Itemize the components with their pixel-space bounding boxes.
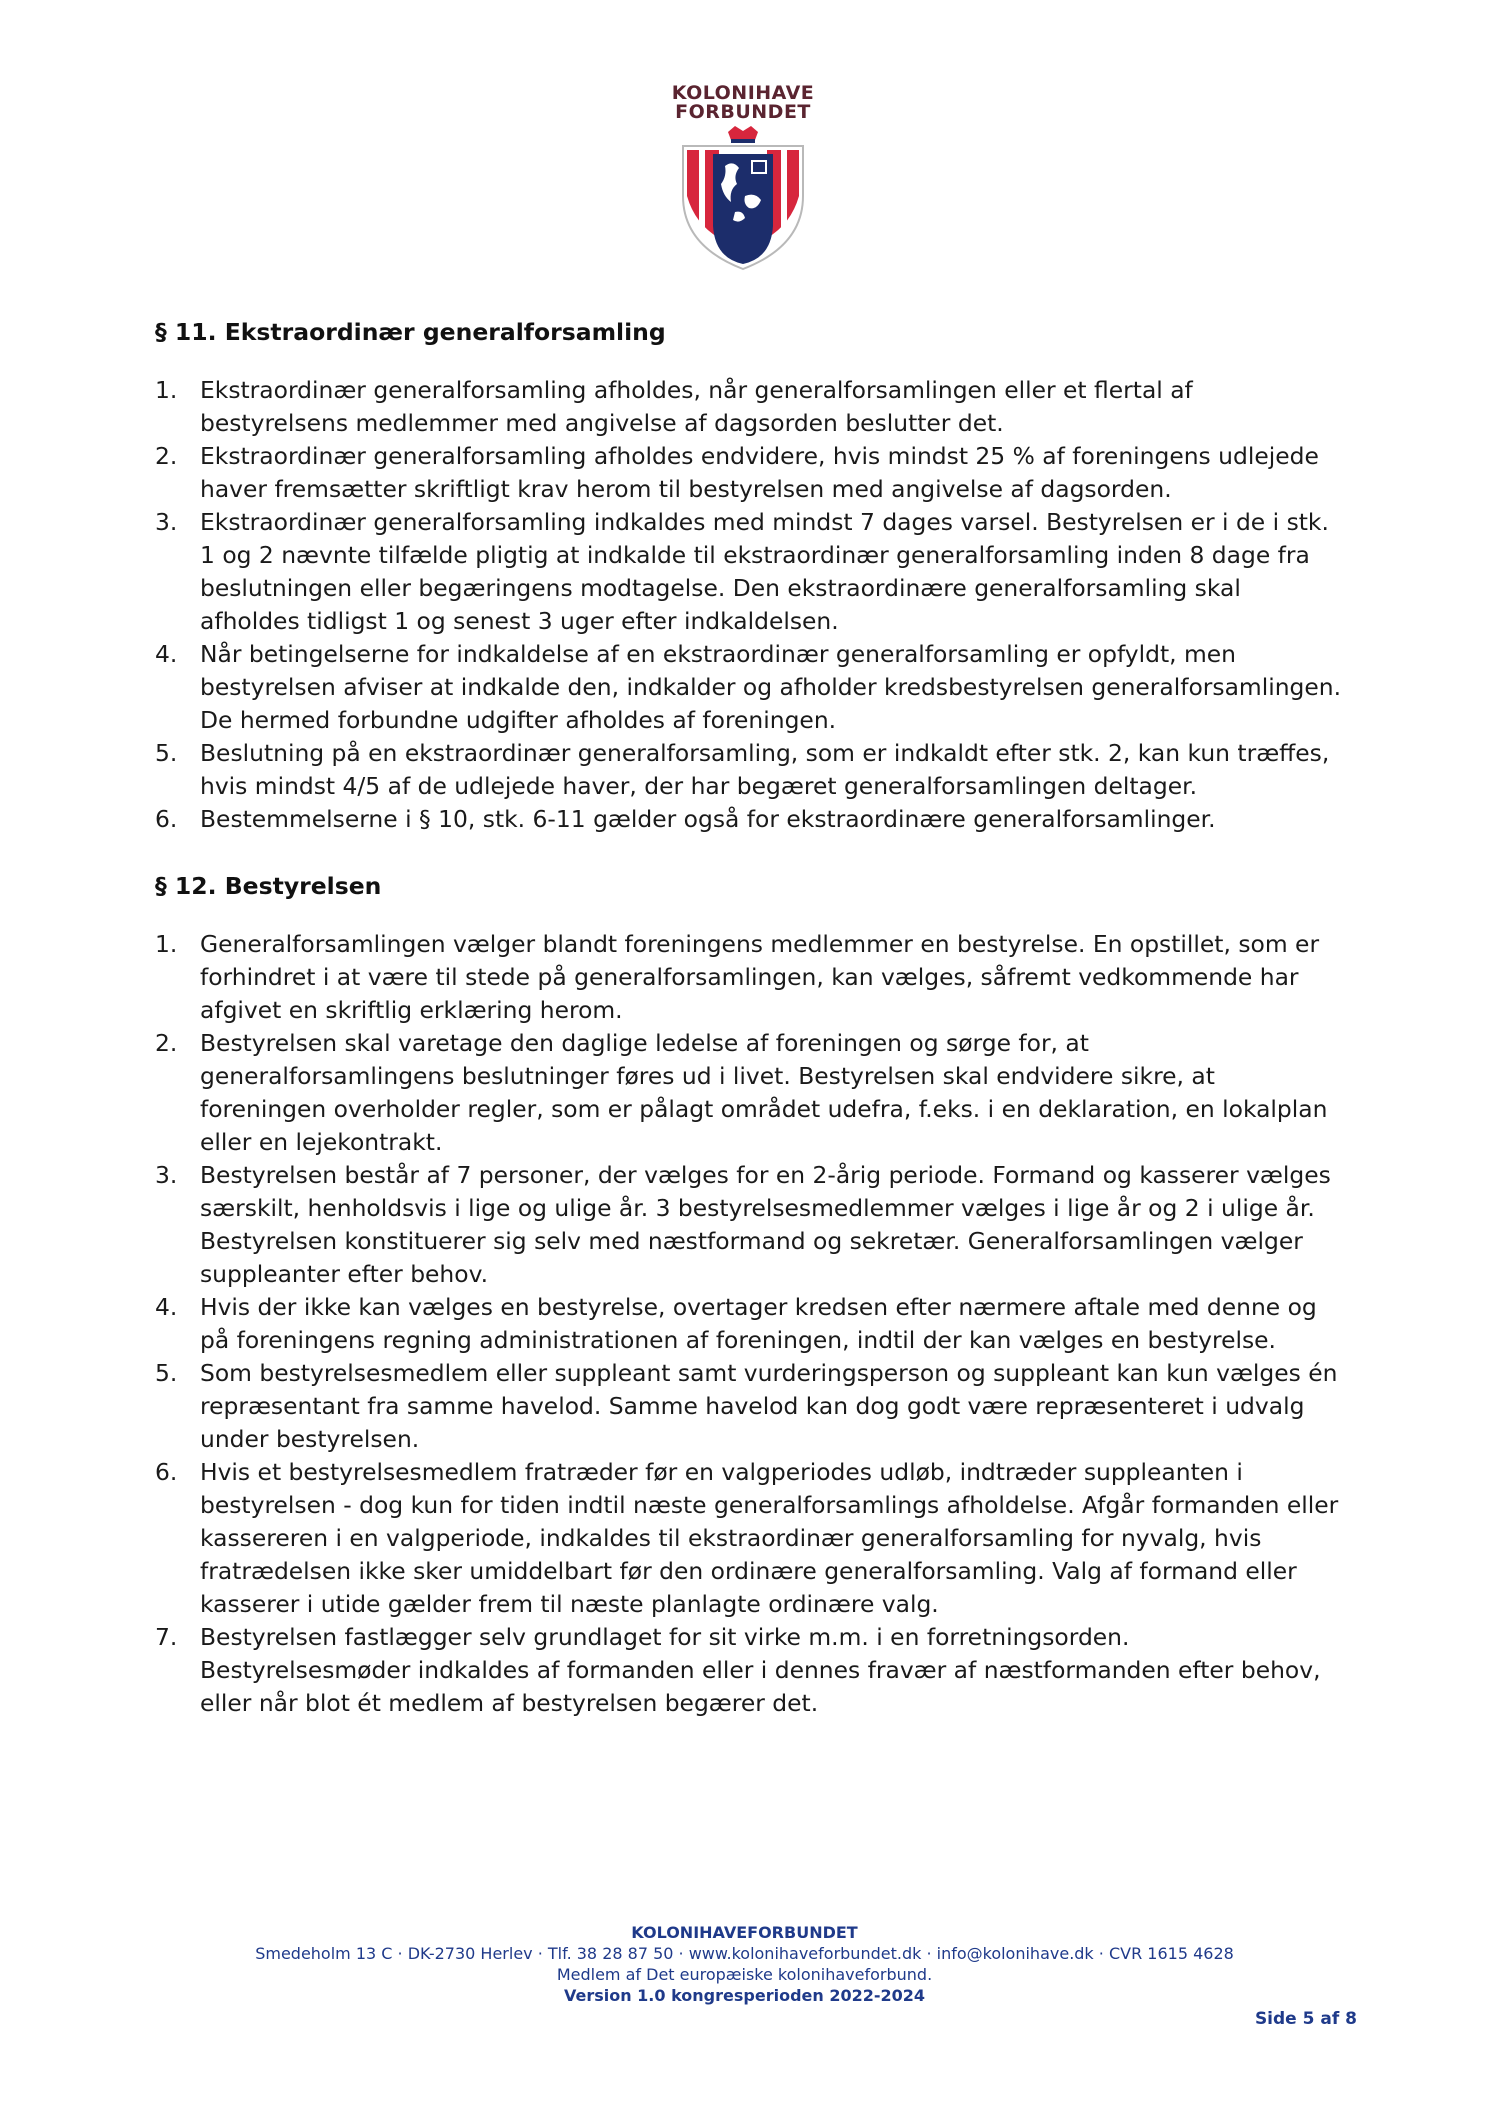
list-item [155,803,1345,836]
item-number: 4. [155,1293,178,1321]
footer-membership: Medlem af Det europæiske kolonihaveforbund. [556,1965,933,1984]
section-11 [155,316,1345,836]
item-text: Når betingelserne for indkaldelse af en ekstraordinær generalforsamling er opfyldt, men bestyrelsen afviser at indkalde den, indkalder og afholder kredsbestyrelsen generalforsamlingen. De hermed forbundne udgifter afholdes af foreningen. [200,640,1342,734]
page-footer [0,1922,1489,2006]
item-number: 5. [155,1359,178,1387]
item-number: 5. [155,739,178,767]
kolonihaveforbundet-logo [668,84,818,274]
page-number: Side 5 af 8 [1254,2009,1357,2029]
item-number: 3. [155,508,178,536]
item-number: 1. [155,930,178,958]
item-text: Bestyrelsen fastlægger selv grundlaget for sit virke m.m. i en forretningsorden. Bestyrelsesmøder indkaldes af formanden eller i dennes fravær af næstformanden efter behov, eller når blot ét medlem af bestyrelsen begærer det. [200,1623,1321,1717]
logo-line-2: FORBUNDET [675,101,811,123]
list-item [155,1357,1345,1456]
list-item [155,440,1345,506]
list-item [155,1159,1345,1291]
section-11-heading: § 11. Ekstraordinær generalforsamling [155,318,666,346]
section-12 [155,870,1345,1720]
item-number: 6. [155,805,178,833]
section-12-list [155,928,1345,1720]
item-text: Hvis et bestyrelsesmedlem fratræder før en valgperiodes udløb, indtræder suppleanten i bestyrelsen - dog kun for tiden indtil næste generalforsamlings afholdelse. Afgår formanden eller kassereren i en valgperiode, indkaldes til ekstraordinær generalforsamling for nyvalg, hvis fratrædelsen ikke sker umiddelbart før den ordinære generalforsamling. Valg af formand eller kasserer i utide gælder frem til næste planlagte ordinære valg. [200,1458,1339,1618]
footer-address: Smedeholm 13 C · DK-2730 Herlev · Tlf. 38 28 87 50 · www.kolonihaveforbundet.dk · info@kolonihave.dk · CVR 1615 4628 [255,1944,1234,1963]
item-text: Bestemmelserne i § 10, stk. 6-11 gælder også for ekstraordinære generalforsamlinger. [200,805,1216,833]
list-item [155,1456,1345,1621]
item-text: Ekstraordinær generalforsamling indkaldes med mindst 7 dages varsel. Bestyrelsen er i de i stk. 1 og 2 nævnte tilfælde pligtig at indkalde til ekstraordinær generalforsamling inden 8 dage fra beslutningen eller begæringens modtagelse. Den ekstraordinære generalforsamling skal afholdes tidligst 1 og senest 3 uger efter indkaldelsen. [200,508,1329,635]
item-number: 4. [155,640,178,668]
item-text: Bestyrelsen skal varetage den daglige ledelse af foreningen og sørge for, at generalforsamlingens beslutninger føres ud i livet. Bestyrelsen skal endvidere sikre, at foreningen overholder regler, som er pålagt området udefra, f.eks. i en deklaration, en lokalplan eller en lejekontrakt. [200,1029,1328,1156]
item-text: Ekstraordinær generalforsamling afholdes endvidere, hvis mindst 25 % af foreningens udlejede haver fremsætter skriftligt krav herom til bestyrelsen med angivelse af dagsorden. [200,442,1319,503]
item-text: Beslutning på en ekstraordinær generalforsamling, som er indkaldt efter stk. 2, kan kun træffes, hvis mindst 4/5 af de udlejede haver, der har begæret generalforsamlingen deltager. [200,739,1330,800]
list-item [155,638,1345,737]
logo-line-1: KOLONIHAVE [671,82,815,104]
crest-icon [673,126,813,271]
item-number: 2. [155,1029,178,1057]
list-item [155,1291,1345,1357]
item-number: 6. [155,1458,178,1486]
item-number: 1. [155,376,178,404]
item-number: 2. [155,442,178,470]
item-text: Hvis der ikke kan vælges en bestyrelse, overtager kredsen efter nærmere aftale med denne og på foreningens regning administrationen af foreningen, indtil der kan vælges en bestyrelse. [200,1293,1317,1354]
list-item [155,737,1345,803]
item-number: 7. [155,1623,178,1651]
footer-org-name: KOLONIHAVEFORBUNDET [631,1923,858,1942]
list-item [155,1621,1345,1720]
section-12-heading: § 12. Bestyrelsen [155,872,382,900]
list-item [155,928,1345,1027]
list-item [155,374,1345,440]
item-text: Som bestyrelsesmedlem eller suppleant samt vurderingsperson og suppleant kan kun vælges én repræsentant fra samme havelod. Samme havelod kan dog godt være repræsenteret i udvalg under bestyrelsen. [200,1359,1338,1453]
item-text: Generalforsamlingen vælger blandt foreningens medlemmer en bestyrelse. En opstillet, som er forhindret i at være til stede på generalforsamlingen, kan vælges, såfremt vedkommende har afgivet en skriftlig erklæring herom. [200,930,1320,1024]
list-item [155,506,1345,638]
item-number: 3. [155,1161,178,1189]
item-text: Ekstraordinær generalforsamling afholdes, når generalforsamlingen eller et flertal af bestyrelsens medlemmer med angivelse af dagsorden beslutter det. [200,376,1193,437]
footer-version: Version 1.0 kongresperioden 2022-2024 [563,1986,926,2005]
section-11-list [155,374,1345,836]
list-item [155,1027,1345,1159]
item-text: Bestyrelsen består af 7 personer, der vælges for en 2-årig periode. Formand og kasserer vælges særskilt, henholdsvis i lige og ulige år. 3 bestyrelsesmedlemmer vælges i lige år og 2 i ulige år. Bestyrelsen konstituerer sig selv med næstformand og sekretær. Generalforsamlingen vælger suppleanter efter behov. [200,1161,1331,1288]
document-body [155,316,1345,1754]
